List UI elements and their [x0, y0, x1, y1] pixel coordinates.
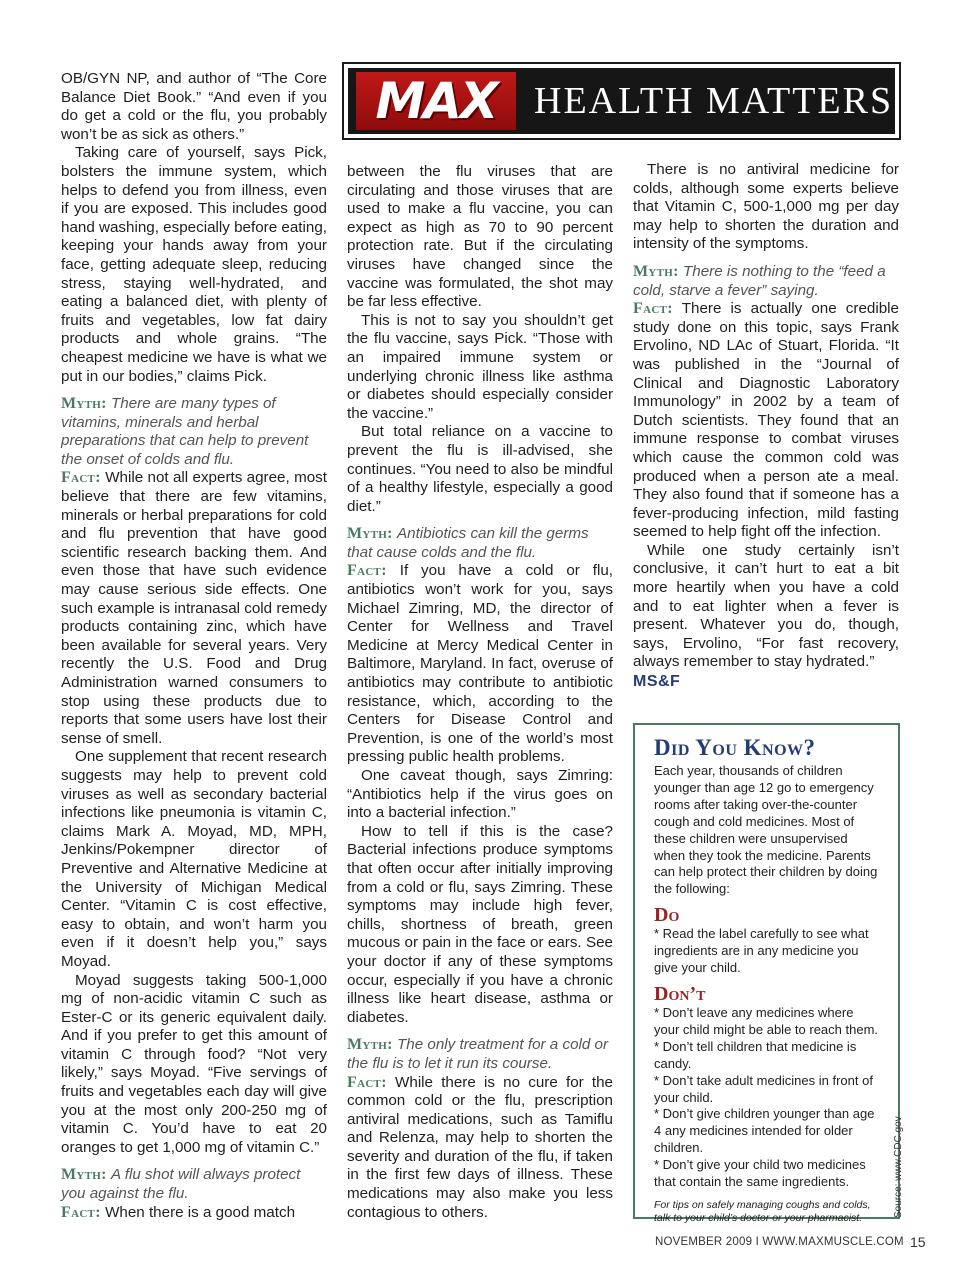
- myth-label: Myth:: [347, 1036, 393, 1054]
- paragraph: This is not to say you shouldn’t get the flu vaccine, says Pick. “Those with an impaired immune system or underlying chronic illness like asthma or diabetes should especially consider the vaccine.”: [347, 311, 613, 422]
- did-you-know-box: [633, 723, 900, 1224]
- fact-statement: [633, 300, 899, 542]
- fact-text: There is actually one credible study done on this topic, says Frank Ervolino, ND LAc of Stuart, Florida. “It was published in the “Journal of Clinical and Diagnostic Laboratory Immunology” in 2002 by a team of Dutch scientists. They found that an immune response to combat viruses which cause the common cold was produced when a person ate a meal. They also found that if someone has a fever-producing infection, mild fasting seemed to help fight off the infection.: [633, 300, 899, 541]
- fact-statement: [347, 562, 613, 767]
- article-column-2: [347, 163, 613, 1222]
- page-footer: NOVEMBER 2009 I WWW.MAXMUSCLE.COM: [655, 1236, 904, 1248]
- paragraph: OB/GYN NP, and author of “The Core Balance Diet Book.” “And even if you do get a cold or the flu, you probably won’t be as sick as others.”: [61, 70, 327, 143]
- did-you-know-tip: For tips on safely managing coughs and colds, talk to your child’s doctor or your pharmacist.: [654, 1198, 871, 1224]
- myth-label: Myth:: [633, 262, 679, 280]
- myth-label: Myth:: [61, 395, 107, 413]
- section-banner: [342, 62, 901, 140]
- fact-statement: [347, 1074, 613, 1223]
- paragraph: Moyad suggests taking 500-1,000 mg of non-acidic vitamin C such as Ester-C or its generic equivalent daily. And if you prefer to get this amount of vitamin C through food? “Not very likely,” says Moyad. “Five servings of fruits and vegetables each day will give you at the most only 200-250 mg of vitamin C. You’d have to eat 20 oranges to get 1,000 mg of vitamin C.”: [61, 971, 327, 1156]
- myth-text: Antibiotics can kill the germs that cause colds and the flu.: [347, 525, 589, 561]
- myth-statement: [347, 1036, 613, 1073]
- paragraph: Taking care of yourself, says Pick, bolsters the immune system, which helps to defend you from illness, even if you are exposed. This includes good hand washing, especially before eating, keeping your hands away from your face, getting adequate sleep, reducing stress, staying well-hydrated, and eating a balanced diet, with plenty of fruits and vegetables, low fat dairy products and whole grains. “The cheapest medicine we have is what we put in our bodies,” claims Pick.: [61, 144, 327, 385]
- dont-item: * Don’t take adult medicines in front of your child.: [654, 1072, 873, 1105]
- signoff-logo: MS&F: [633, 673, 681, 691]
- fact-statement: [61, 469, 327, 748]
- do-item: * Read the label carefully to see what ingredients are in any medicine you give your child.: [654, 926, 869, 976]
- myth-text: A flu shot will always protect you against the flu.: [61, 1166, 301, 1203]
- article-column-1: [61, 70, 327, 1222]
- fact-label: Fact:: [633, 300, 673, 318]
- fact-label: Fact:: [61, 469, 101, 487]
- fact-text: If you have a cold or flu, antibiotics won’t work for you, says Michael Zimring, MD, the director of Center for Wellness and Travel Medicine at Mercy Medical Center in Baltimore, Maryland. In fact, overuse of antibiotics may contribute to antibiotic resistance, which, according to the Centers for Disease Control and Prevention, is one of the world’s most pressing public health problems.: [347, 562, 613, 766]
- paragraph: There is no antiviral medicine for colds, although some experts believe that Vitamin C, 500-1,000 mg per day may help to shorten the duration and intensity of the symptoms.: [633, 161, 899, 253]
- myth-statement: [61, 395, 327, 469]
- do-heading: Do: [654, 904, 680, 927]
- paragraph: While one study certainly isn’t conclusive, it can’t hurt to eat a bit more heartily when you have a cold and to eat lighter when a fever is present. Whatever you do, though, says, Ervolino, “For fast recovery, always remember to stay hydrated.”: [633, 541, 899, 671]
- myth-label: Myth:: [347, 525, 393, 543]
- dont-item: * Don’t tell children that medicine is candy.: [654, 1038, 857, 1071]
- paragraph: How to tell if this is the case? Bacterial infections produce symptoms that often occur after initially improving from a cold or flu, says Zimring. These symptoms may include high fever, chills, shortness of breath, green mucous or pain in the face or ears. See your doctor if any of these symptoms occur, especially if you have a chronic illness like heart disease, asthma or diabetes.: [347, 822, 613, 1026]
- section-title: HEALTH MATTERS: [534, 80, 894, 122]
- fact-label: Fact:: [347, 562, 387, 580]
- dont-item: * Don’t give your child two medicines that contain the same ingredients.: [654, 1157, 866, 1190]
- myth-label: Myth:: [61, 1166, 107, 1184]
- myth-text: There are many types of vitamins, minerals and herbal preparations that can help to prevent the onset of colds and flu.: [61, 395, 309, 468]
- myth-statement: [633, 263, 899, 300]
- paragraph: One caveat though, says Zimring: “Antibiotics help if the virus goes on into a bacterial infection.”: [347, 767, 613, 822]
- fact-text: While not all experts agree, most believe that there are few vitamins, minerals or herbal preparations for cold and flu prevention that have good scientific research backing them. And even those that have such evidence may cause serious side effects. One such example is intranasal cold remedy products containing zinc, which have been available for several years. Very recently the U.S. Food and Drug Administration warned consumers to stop using these products due to reports that some users have lost their sense of smell.: [61, 469, 327, 747]
- max-logo: [356, 72, 516, 130]
- dont-heading: Don’t: [654, 982, 706, 1005]
- banner-background: [348, 68, 895, 134]
- source-credit: Source: www.CDC.gov: [893, 1116, 904, 1218]
- paragraph: between the flu viruses that are circulating and those viruses that are used to make a flu vaccine, you can expect as high as 70 to 90 percent protection rate. But if the circulating viruses have changed since the vaccine was formulated, the shot may be far less effective.: [347, 163, 613, 311]
- did-you-know-title: Did You Know?: [654, 735, 816, 760]
- dont-item: * Don’t leave any medicines where your child might be able to reach them.: [654, 1004, 879, 1037]
- page-number: 15: [910, 1234, 926, 1250]
- did-you-know-intro: Each year, thousands of children younger than age 12 go to emergency rooms after taking over-the-counter cough and cold medicines. Most of these children were unsupervised when they took the medicine. Parents can help protect their children by doing the following:: [654, 763, 878, 897]
- dont-item: * Don’t give children younger than age 4 any medicines intended for older children.: [654, 1106, 875, 1156]
- max-logo-text: MAX: [375, 72, 497, 130]
- myth-statement: [61, 1166, 327, 1203]
- myth-statement: [347, 525, 613, 562]
- myth-text: The only treatment for a cold or the flu is to let it run its course.: [347, 1036, 609, 1072]
- paragraph: But total reliance on a vaccine to prevent the flu is ill-advised, she continues. “You need to also be mindful of a healthy lifestyle, especially a good diet.”: [347, 423, 613, 515]
- myth-text: There is nothing to the “feed a cold, starve a fever” saying.: [633, 262, 886, 299]
- fact-label: Fact:: [61, 1203, 101, 1221]
- fact-text: While there is no cure for the common cold or the flu, prescription antiviral medications, such as Tamiflu and Relenza, may help to shorten the severity and duration of the flu, if taken in the first few days of illness. These medications may also make you less contagious to others.: [347, 1073, 613, 1221]
- article-column-3: [633, 161, 899, 692]
- paragraph: One supplement that recent research suggests may help to prevent cold viruses as well as secondary bacterial infections like pneumonia is vitamin C, claims Mark A. Moyad, MD, MPH, Jenkins/Pokempner director of Preventive and Alternative Medicine at the University of Michigan Medical Center. “Vitamin C is cost effective, easy to obtain, and won’t harm you even if it doesn’t help you,” says Moyad.: [61, 748, 327, 970]
- fact-text: When there is a good match: [105, 1203, 296, 1221]
- fact-statement: [61, 1204, 327, 1223]
- fact-label: Fact:: [347, 1073, 387, 1091]
